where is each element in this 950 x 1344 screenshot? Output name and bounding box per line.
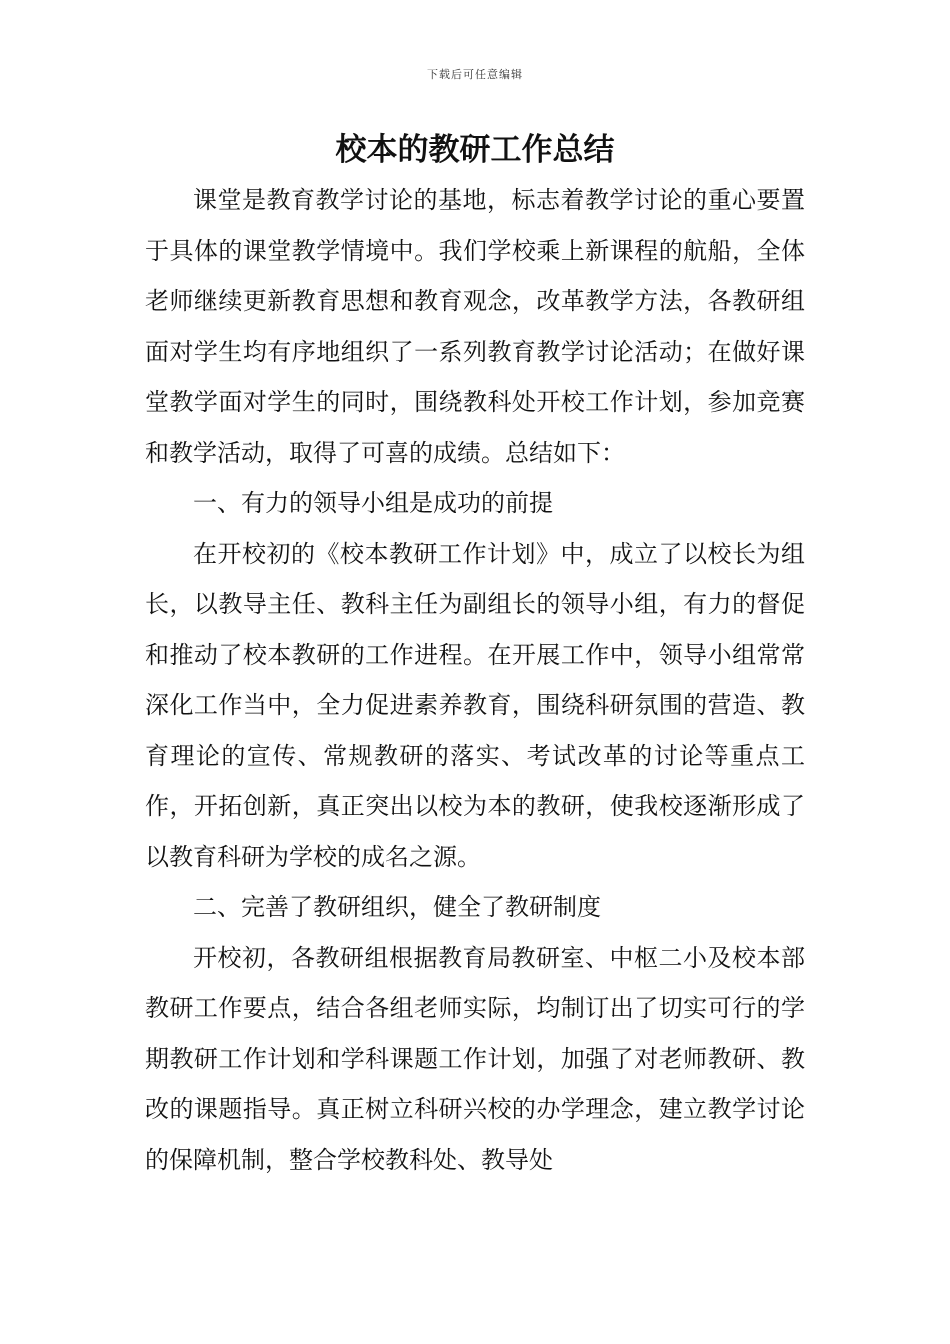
document-body	[145, 175, 805, 1185]
document-title: 校本的教研工作总结	[335, 132, 615, 168]
paragraph-organization: 开校初，各教研组根据教育局教研室、中枢二小及校本部教研工作要点，结合各组老师实际，均制订出了切实可行的学期教研工作计划和学科课题工作计划，加强了对老师教研、教改的课题指导。真正树立科研兴校的办学理念，建立教学讨论的保障机制，整合学校教科处、教导处	[145, 943, 805, 1174]
paragraph-intro: 课堂是教育教学讨论的基地，标志着教学讨论的重心要置于具体的课堂教学情境中。我们学校乘上新课程的航船，全体老师继续更新教育思想和教育观念，改革教学方法，各教研组面对学生均有序地组织了一系列教育教学讨论活动；在做好课堂教学面对学生的同时，围绕教科处开校工作计划，参加竞赛和教学活动，取得了可喜的成绩。总结如下：	[145, 186, 805, 467]
section-heading-2: 二、完善了教研组织，健全了教研制度	[193, 893, 601, 921]
paragraph-leadership: 在开校初的《校本教研工作计划》中，成立了以校长为组长，以教导主任、教科主任为副组长的领导小组，有力的督促和推动了校本教研的工作进程。在开展工作中，领导小组常常深化工作当中，全力促进素养教育，围绕科研氛围的营造、教育理论的宣传、常规教研的落实、考试改革的讨论等重点工作，开拓创新，真正突出以校为本的教研，使我校逐渐形成了以教育科研为学校的成名之源。	[145, 539, 805, 871]
header-note: 下载后可任意编辑	[427, 68, 523, 81]
section-heading-1: 一、有力的领导小组是成功的前提	[193, 489, 553, 517]
